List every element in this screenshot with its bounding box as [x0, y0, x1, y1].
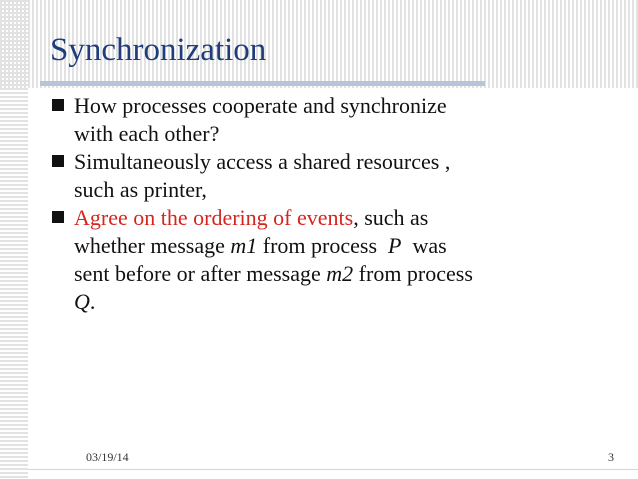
bullet-item-shared-resources [50, 148, 610, 204]
text-run: was [401, 233, 447, 258]
page-number: 3 [608, 450, 614, 464]
square-bullet-icon [52, 211, 64, 223]
bullet-item-cooperation [50, 92, 610, 148]
bullet-text-line: Simultaneously access a shared resources , [74, 149, 451, 174]
footer-divider [28, 469, 638, 470]
message-m2: m2 [326, 261, 354, 286]
message-m1: m1 [230, 233, 258, 258]
bullet-text-line: How processes cooperate and synchronize [74, 93, 447, 118]
text-run: , such as [353, 205, 429, 230]
bullet-text-line: such as printer, [74, 177, 207, 202]
title-underline [40, 81, 485, 86]
bullet-text-line [74, 232, 610, 260]
text-run: from process [353, 261, 473, 286]
bullet-text-line: with each other? [74, 121, 220, 146]
text-run: . [89, 289, 96, 314]
process-q: Q [74, 289, 90, 314]
text-run: sent before or after message [74, 261, 327, 286]
square-bullet-icon [52, 99, 64, 111]
square-bullet-icon [52, 155, 64, 167]
slide-title: Synchronization [50, 32, 267, 68]
bullet-item-ordering [50, 204, 610, 316]
highlighted-phrase: Agree on the ordering of events [74, 205, 354, 230]
bullet-list [50, 92, 610, 316]
text-run: from process [257, 233, 389, 258]
process-p: P [388, 233, 402, 258]
bullet-text-line [74, 204, 610, 232]
bullet-text-line [74, 260, 610, 288]
footer-date: 03/19/14 [86, 450, 129, 464]
bullet-text-line [74, 288, 610, 316]
text-run: whether message [74, 233, 231, 258]
